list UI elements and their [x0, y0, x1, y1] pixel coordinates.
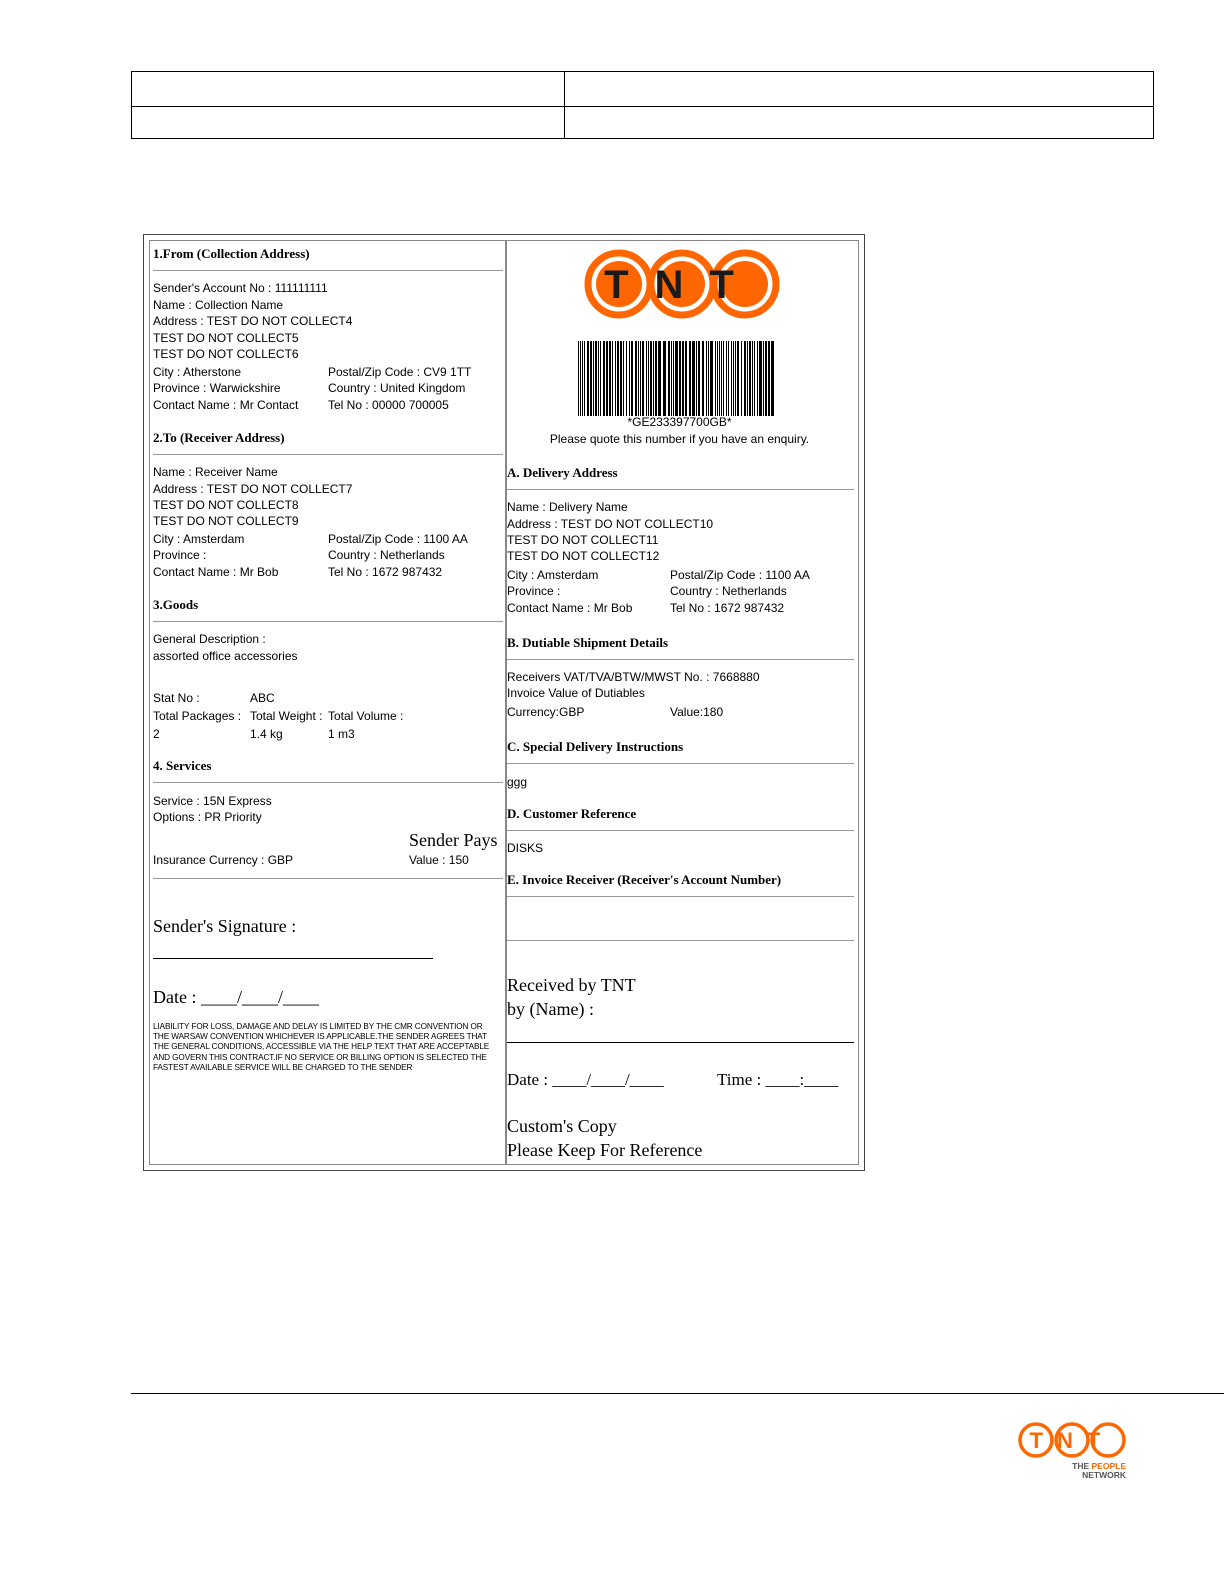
barcode-bar	[582, 341, 583, 416]
from-address2: TEST DO NOT COLLECT5	[153, 331, 299, 345]
special-heading: C. Special Delivery Instructions	[507, 739, 684, 754]
goods-heading: 3.Goods	[153, 597, 199, 612]
goods-weight-label: Total Weight :	[250, 709, 323, 723]
to-tel: Tel No : 1672 987432	[328, 565, 443, 579]
services-options: Options : PR Priority	[153, 810, 262, 824]
barcode-bar	[606, 341, 608, 416]
from-name: Name : Collection Name	[153, 298, 284, 312]
divider	[507, 763, 854, 764]
divider	[507, 896, 854, 897]
barcode-bar	[759, 341, 762, 416]
barcode-bar	[612, 341, 613, 416]
barcode-bar	[685, 341, 687, 416]
barcode-bar	[715, 341, 716, 416]
liability-notice: LIABILITY FOR LOSS, DAMAGE AND DELAY IS LIMITED BY THE CMR CONVENTION OR THE WARSAW CONVENTION WHICHEVER IS APPLICABLE.THE SENDER AGREES THAT THE GENERAL CONDITIONS, ACCESSIBLE VIA THE HELP TEXT THAT ARE ACCEPTABLE AND GOVERN THIS CONTRACT.IF NO SERVICE OR BILLING OPTION IS SELECTED THE FASTEST AVAILABLE SERVICE WILL BE CHARGED TO THE SENDER	[153, 1022, 490, 1072]
header-cell	[565, 72, 1154, 107]
goods-packages-value: 2	[153, 727, 160, 741]
barcode-bar	[741, 341, 742, 416]
barcode-bar	[747, 341, 748, 416]
barcode-bars	[578, 341, 774, 416]
barcode-bar	[744, 341, 746, 416]
delivery-contact: Contact Name : Mr Bob	[507, 601, 633, 615]
from-address3: TEST DO NOT COLLECT6	[153, 347, 299, 361]
delivery-country: Country : Netherlands	[670, 584, 787, 598]
to-city: City : Amsterdam	[153, 532, 245, 546]
divider	[153, 454, 503, 455]
header-cell	[132, 72, 565, 107]
barcode-bar	[635, 341, 637, 416]
barcode-bar	[702, 341, 704, 416]
to-country: Country : Netherlands	[328, 548, 445, 562]
barcode-bar	[671, 341, 672, 416]
barcode-bar	[598, 341, 599, 416]
barcode-bar	[629, 341, 630, 416]
column-divider	[505, 241, 507, 1164]
goods-stat-value: ABC	[250, 691, 275, 705]
barcode-bar	[648, 341, 649, 416]
to-province: Province :	[153, 548, 207, 562]
barcode-bar	[590, 341, 592, 416]
divider	[153, 878, 503, 879]
barcode-bar	[679, 341, 681, 416]
services-heading: 4. Services	[153, 758, 212, 773]
from-contact: Contact Name : Mr Contact	[153, 398, 299, 412]
header-cell	[565, 107, 1154, 139]
barcode-bar	[640, 341, 641, 416]
delivery-name: Name : Delivery Name	[507, 500, 628, 514]
barcode-bar	[675, 341, 678, 416]
delivery-postal: Postal/Zip Code : 1100 AA	[670, 568, 810, 582]
barcode-bar	[663, 341, 666, 416]
to-postal: Postal/Zip Code : 1100 AA	[328, 532, 468, 546]
barcode-bar	[603, 341, 605, 416]
barcode-bar	[768, 341, 770, 416]
from-country: Country : United Kingdom	[328, 381, 466, 395]
barcode-bar	[578, 341, 579, 416]
barcode-bar	[600, 341, 601, 416]
barcode-bar	[580, 341, 581, 416]
from-city: City : Atherstone	[153, 365, 242, 379]
barcode-bar	[728, 341, 729, 416]
goods-volume-value: 1 m3	[328, 727, 355, 741]
delivery-address1: Address : TEST DO NOT COLLECT10	[507, 517, 714, 531]
barcode-bar	[735, 341, 736, 416]
received-signature-line	[507, 1042, 854, 1043]
barcode-bar	[655, 341, 657, 416]
received-time: Time : ____:____	[717, 1070, 839, 1089]
signature-line	[153, 958, 433, 959]
dutiable-currency: Currency:GBP	[507, 705, 585, 719]
divider	[507, 940, 854, 941]
barcode-bar	[650, 341, 652, 416]
barcode-bar	[719, 341, 720, 416]
barcode-bar	[620, 341, 622, 416]
barcode-bar	[706, 341, 707, 416]
received-name: by (Name) :	[507, 999, 594, 1019]
goods-stat-label: Stat No :	[153, 691, 200, 705]
enquiry-note: Please quote this number if you have an enquiry.	[549, 432, 810, 446]
reference-value: DISKS	[507, 841, 544, 855]
tnt-logo	[584, 249, 780, 319]
barcode-bar	[658, 341, 661, 416]
to-heading: 2.To (Receiver Address)	[153, 430, 285, 445]
barcode-bar	[584, 341, 585, 416]
barcode-bar	[763, 341, 764, 416]
barcode-bar	[638, 341, 639, 416]
barcode-bar	[642, 341, 644, 416]
barcode-bar	[587, 341, 589, 416]
sender-pays: Sender Pays	[409, 830, 498, 850]
reference-heading: D. Customer Reference	[507, 806, 637, 821]
to-address1: Address : TEST DO NOT COLLECT7	[153, 482, 353, 496]
services-service: Service : 15N Express	[153, 794, 272, 808]
barcode-bar	[682, 341, 684, 416]
from-tel: Tel No : 00000 700005	[328, 398, 449, 412]
shipping-label-inner	[149, 240, 859, 1165]
header-table	[131, 71, 1154, 139]
barcode-bar	[609, 341, 611, 416]
barcode-number: *GE233397700GB*	[627, 415, 732, 429]
tnt-logo-text: TNT	[604, 263, 760, 307]
from-postal: Postal/Zip Code : CV9 1TT	[328, 365, 472, 379]
keep-for-reference: Please Keep For Reference	[507, 1140, 703, 1160]
barcode-bar	[771, 341, 774, 416]
insurance-currency: Insurance Currency : GBP	[153, 853, 294, 867]
received-by: Received by TNT	[507, 975, 636, 995]
tagline-the: THE	[1072, 1461, 1092, 1471]
shipping-label	[143, 234, 865, 1171]
received-date: Date : ____/____/____	[507, 1070, 664, 1089]
barcode-bar	[626, 341, 627, 416]
tagline-network: NETWORK	[1082, 1470, 1126, 1480]
barcode-bar	[749, 341, 751, 416]
barcode-bar	[696, 341, 697, 416]
delivery-heading: A. Delivery Address	[507, 465, 618, 480]
delivery-city: City : Amsterdam	[507, 568, 599, 582]
to-address3: TEST DO NOT COLLECT9	[153, 514, 299, 528]
invoice-receiver-heading: E. Invoice Receiver (Receiver's Account Number)	[507, 872, 782, 887]
goods-desc-value: assorted office accessories	[153, 649, 298, 663]
divider	[153, 621, 503, 622]
barcode-bar	[726, 341, 727, 416]
barcode-bar	[593, 341, 594, 416]
barcode-bar	[692, 341, 695, 416]
barcode-bar	[689, 341, 691, 416]
insurance-value: Value : 150	[409, 853, 469, 867]
barcode-bar	[731, 341, 732, 416]
footer-tagline	[1020, 1462, 1126, 1480]
delivery-address2: TEST DO NOT COLLECT11	[507, 533, 659, 547]
barcode-bar	[668, 341, 670, 416]
goods-packages-label: Total Packages :	[153, 709, 242, 723]
barcode-bar	[737, 341, 739, 416]
divider	[507, 659, 854, 660]
from-heading: 1.From (Collection Address)	[153, 246, 310, 261]
divider	[507, 830, 854, 831]
to-name: Name : Receiver Name	[153, 465, 278, 479]
barcode-bar	[653, 341, 654, 416]
divider	[507, 489, 854, 490]
tagline-people: PEOPLE	[1091, 1461, 1126, 1471]
sender-signature-label: Sender's Signature :	[153, 916, 297, 936]
barcode-bar	[717, 341, 718, 416]
barcode-bar	[631, 341, 633, 416]
barcode-bar	[765, 341, 767, 416]
delivery-address3: TEST DO NOT COLLECT12	[507, 549, 660, 563]
barcode-bar	[733, 341, 734, 416]
tnt-footer-logo	[1018, 1420, 1130, 1460]
from-province: Province : Warwickshire	[153, 381, 281, 395]
barcode-bar	[698, 341, 700, 416]
goods-desc-label: General Description :	[153, 632, 266, 646]
barcode-bar	[673, 341, 674, 416]
goods-volume-label: Total Volume :	[328, 709, 404, 723]
delivery-province: Province :	[507, 584, 561, 598]
special-value: ggg	[507, 775, 528, 789]
barcode	[578, 341, 774, 416]
to-contact: Contact Name : Mr Bob	[153, 565, 279, 579]
barcode-bar	[710, 341, 713, 416]
dutiable-vat: Receivers VAT/TVA/BTW/MWST No. : 7668880	[507, 670, 760, 684]
dutiable-value: Value:180	[670, 705, 724, 719]
barcode-bar	[723, 341, 724, 416]
to-address2: TEST DO NOT COLLECT8	[153, 498, 299, 512]
delivery-tel: Tel No : 1672 987432	[670, 601, 785, 615]
barcode-bar	[752, 341, 753, 416]
from-address1: Address : TEST DO NOT COLLECT4	[153, 314, 353, 328]
barcode-bar	[721, 341, 722, 416]
dutiable-invoice: Invoice Value of Dutiables	[507, 686, 645, 700]
barcode-bar	[754, 341, 755, 416]
barcode-bar	[708, 341, 709, 416]
goods-weight-value: 1.4 kg	[250, 727, 283, 741]
barcode-bar	[615, 341, 616, 416]
barcode-bar	[617, 341, 619, 416]
barcode-bar	[646, 341, 647, 416]
header-cell	[132, 107, 565, 139]
customs-copy: Custom's Copy	[507, 1116, 617, 1136]
footer-divider	[131, 1393, 1224, 1394]
footer-logo-text: TNT	[1029, 1428, 1115, 1453]
barcode-bar	[757, 341, 758, 416]
barcode-bar	[623, 341, 624, 416]
divider	[153, 270, 503, 271]
barcode-bar	[595, 341, 597, 416]
dutiable-heading: B. Dutiable Shipment Details	[507, 635, 669, 650]
sender-date: Date : ____/____/____	[153, 987, 319, 1007]
from-account: Sender's Account No : 111111111	[153, 281, 328, 295]
divider	[153, 782, 503, 783]
